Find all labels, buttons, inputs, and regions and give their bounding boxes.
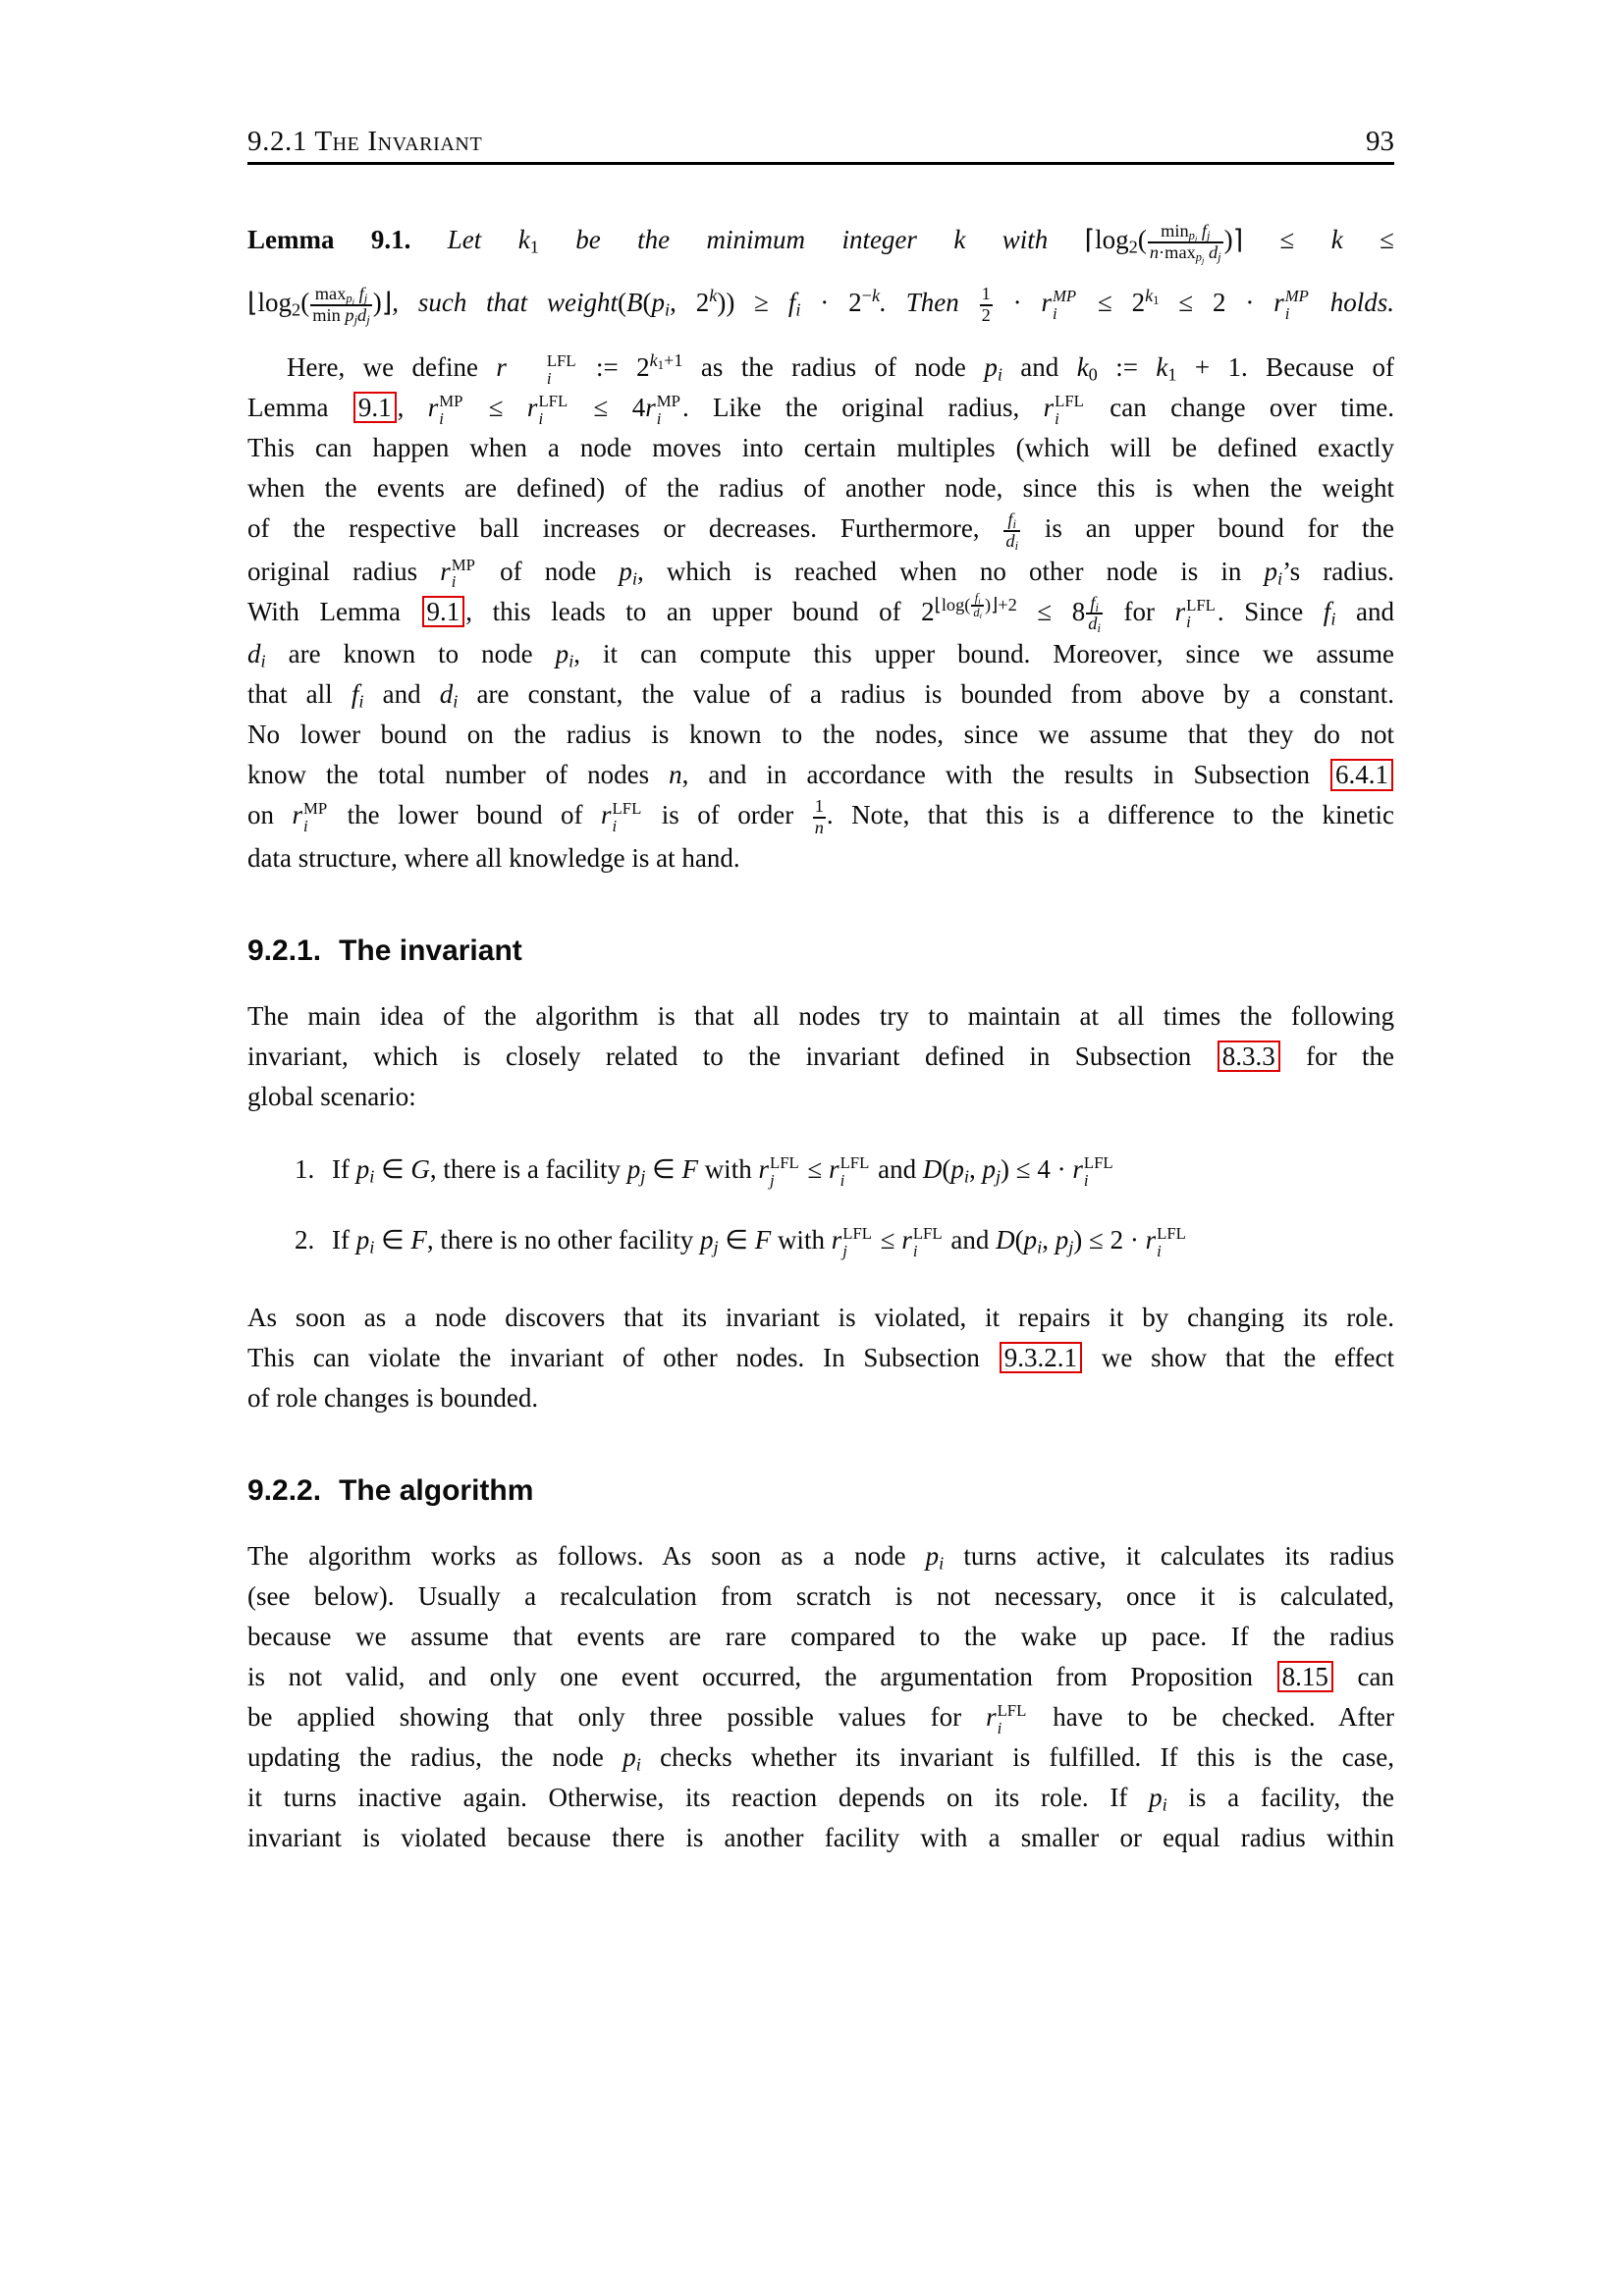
math-subscript [369, 1237, 374, 1256]
text-run: p [555, 639, 569, 669]
math-supsub [1186, 597, 1216, 631]
text-run: i [1055, 408, 1059, 428]
supsub-superscript: LFL [1186, 595, 1216, 614]
math-subscript: pj [1195, 249, 1205, 266]
paragraph [247, 1536, 1394, 1858]
math-supsub [538, 393, 568, 427]
text-run: i [631, 568, 637, 589]
section-ref-link[interactable]: 9.3.2.1 [1000, 1342, 1082, 1373]
list-item: 1. If $p_i$ ∈ G, there is a facility $p_j$ ∈ F with r LFL j ≤ r LFL i and $D(p_i$, $p_j) \le 4 \cdot r$ LFL i [247, 1147, 1394, 1192]
math-subscript [1068, 1237, 1073, 1256]
math-supsub [303, 800, 327, 834]
text-run: r [986, 1701, 997, 1732]
text-run: p [1055, 1224, 1069, 1255]
math-subscript: j [366, 312, 370, 327]
paragraph [247, 347, 1394, 879]
text-run: 1 [981, 283, 991, 303]
text-run: k [649, 349, 658, 370]
text-line: updating the radius, the node $p_i$ checks whether its invariant is fulfilled. If this is the case, [247, 1741, 1394, 1775]
math-superscript: ⌊log( fi di )⌋+2 [934, 590, 1017, 621]
text-run: i [260, 651, 266, 671]
text-run: ≤ 2 [1078, 288, 1146, 317]
math-supsub [840, 1154, 870, 1189]
math-supsub [1084, 1154, 1113, 1189]
math-subscript [1163, 1794, 1167, 1814]
text-run: r [440, 556, 451, 586]
text-line: on r MP i the lower bound of r LFL i is of order $\frac{1}{n}$ . Note, that this is a difference to the kinetic [247, 796, 1395, 838]
supsub-subscript: i [1284, 303, 1290, 323]
text-run: i [978, 595, 981, 606]
text-run: d [973, 606, 980, 620]
math-superscript: k1 [1145, 285, 1160, 308]
math-subscript [530, 238, 539, 257]
fraction-numerator: 1 [814, 796, 824, 817]
text-run: f [1007, 508, 1013, 529]
text-run: i [1162, 1794, 1167, 1815]
math-subscript [1037, 1237, 1042, 1256]
text-run: p [626, 1153, 641, 1184]
text-run: r [1174, 596, 1186, 626]
text-run: i [453, 691, 459, 712]
text-run: p [950, 1153, 964, 1184]
math-subscript: pj [346, 292, 354, 307]
text-run: i [358, 691, 364, 712]
supsub-subscript: i [1052, 303, 1057, 323]
text-line: data structure, where all knowledge is at hand. [247, 842, 740, 873]
supsub-superscript: LFL [842, 1224, 872, 1244]
text-line: of the respective ball increases or decreases. Furthermore, $\frac{f_i}{d_i}$ is an upper bound for the [247, 508, 1394, 553]
text-run: i [997, 1718, 1002, 1737]
math-subscript [640, 1166, 645, 1186]
supsub-subscript [1186, 614, 1191, 631]
text-run: i [939, 1553, 945, 1574]
section-heading [247, 934, 1394, 969]
text-run: ( [300, 288, 310, 317]
text-run: r [1145, 1224, 1157, 1255]
text-run: )⌉ [1223, 225, 1244, 254]
text-line: This can violate the invariant of other nodes. In Subsection 9.3.2.1 we show that the effect [247, 1342, 1394, 1372]
text-line: invariant, which is closely related to the invariant defined in Subsection 8.3.3 for the [247, 1041, 1394, 1071]
math-fraction [310, 285, 371, 326]
text-run: p [619, 556, 632, 586]
text-run: i [439, 408, 444, 428]
math-supsub [842, 1225, 872, 1259]
text-run: min [312, 304, 346, 325]
fraction-numerator [1005, 510, 1018, 530]
supsub-superscript: LFL [997, 1701, 1027, 1721]
supsub-superscript: MP [1052, 287, 1077, 306]
supsub-superscript: LFL [538, 392, 568, 411]
text-run: d [1005, 530, 1015, 551]
text-line: global scenario: [247, 1081, 416, 1111]
supsub-superscript: LFL [769, 1153, 799, 1173]
supsub-subscript [1055, 410, 1059, 428]
text-run: i [1186, 613, 1191, 632]
text-line: know the total number of nodes n, and in accordance with the results in Subsection 6.4.1 [247, 755, 1394, 795]
supsub-subscript [439, 410, 444, 428]
item-number: 2. [295, 1224, 315, 1255]
running-header-title: 9.2.1 The Invariant [247, 126, 483, 157]
math-supsub [770, 1154, 799, 1189]
text-run: j [713, 1237, 719, 1257]
invariant-list [247, 1147, 1394, 1262]
math-subscript [453, 692, 458, 712]
text-run: i [303, 817, 308, 836]
text-run: p [355, 1153, 370, 1184]
supsub-superscript: LFL [1055, 392, 1084, 411]
text-run: i [1012, 517, 1016, 532]
math-subscript [632, 568, 637, 588]
text-run: j [769, 1170, 775, 1190]
text-run: 2 [1128, 237, 1138, 257]
text-run: p [1149, 1782, 1163, 1812]
text-run: i [546, 368, 552, 388]
text-run: 1 [1153, 294, 1160, 308]
heading-number: 9.2.1. [247, 934, 322, 967]
text-run: k [1156, 352, 1168, 382]
math-supsub [657, 393, 680, 427]
fraction-denominator [813, 817, 826, 838]
text-run: r [601, 800, 612, 830]
math-supsub [998, 1702, 1027, 1736]
text-line: be applied showing that only three possible values for r LFL i have to be checked. After [247, 1701, 1395, 1737]
text-run: j [995, 1166, 1001, 1187]
text-run: 1 [529, 237, 539, 257]
math-subscript [369, 1166, 374, 1186]
supsub-superscript: LFL [912, 1224, 943, 1244]
text-run: i [839, 1170, 845, 1190]
supsub-superscript: LFL [839, 1153, 870, 1173]
fraction-numerator [1088, 594, 1101, 614]
math-subscript [1015, 539, 1018, 553]
text-run: i [568, 651, 574, 671]
math-subscript [980, 611, 982, 620]
math-subscript: pj [1188, 229, 1198, 244]
math-subscript: j [1218, 249, 1221, 264]
text-run: ⌊log [247, 288, 293, 317]
math-supsub [1055, 393, 1084, 427]
text-run: D [922, 1153, 943, 1184]
text-run: i [1277, 568, 1283, 589]
text-run: ⌈log [1084, 225, 1129, 254]
math-subscript [939, 1553, 944, 1573]
math-subscript [568, 652, 573, 671]
text-run: i [1157, 1241, 1162, 1260]
math-subscript [292, 300, 300, 320]
text-run: r [496, 352, 507, 382]
text-run: i [1097, 621, 1101, 636]
text-run: F [681, 1153, 698, 1184]
text-run: i [1083, 1170, 1089, 1190]
supsub-subscript [657, 410, 662, 428]
text-line: invariant is violated because there is another facility with a smaller or equal radius within [247, 1822, 1394, 1852]
math-subscript [1277, 568, 1282, 588]
math-subscript: j [352, 296, 354, 307]
math-subscript: 1 [1167, 364, 1177, 385]
math-subscript [996, 1166, 1001, 1186]
math-fraction [813, 797, 826, 838]
math-supsub [452, 557, 475, 591]
supsub-superscript: MP [303, 799, 328, 819]
header-rule [247, 162, 1394, 165]
text-run: i [451, 572, 457, 592]
math-supsub [1053, 288, 1076, 322]
text-line: $d_i$ are known to node $p_i$, it can compute this upper bound. Moreover, since we assume [247, 639, 1394, 671]
text-run: d [247, 639, 261, 669]
text-run: i [997, 364, 1002, 385]
supsub-superscript: LFL [546, 351, 576, 371]
math-subscript: i [795, 299, 801, 320]
supsub-subscript [842, 1243, 847, 1260]
text-line: it turns inactive again. Otherwise, its reaction depends on its role. If $p_i$ is a facility, the [247, 1782, 1394, 1815]
text-run: f [1323, 596, 1331, 626]
math-supsub [613, 800, 642, 834]
text-run: p [355, 1224, 370, 1255]
text-run: · 2 [800, 288, 862, 317]
math-subscript [636, 1754, 641, 1774]
text-run: 2 [981, 304, 991, 325]
text-line: of role changes is bounded. [247, 1382, 539, 1413]
math-subscript: i [665, 299, 671, 320]
supsub-subscript [538, 410, 543, 428]
section-ref-link[interactable]: 9.1 [353, 392, 397, 423]
text-run: 2 [292, 299, 301, 320]
text-run: d [1088, 614, 1098, 634]
lemma-block [247, 208, 1394, 334]
text-run: r [1072, 1153, 1083, 1184]
supsub-superscript: LFL [1157, 1224, 1186, 1244]
page-body [247, 208, 1394, 1858]
math-supsub [1285, 288, 1309, 322]
math-subscript [714, 1237, 719, 1256]
text-run: i [912, 1241, 918, 1260]
text-run: f [351, 679, 359, 710]
fraction-numerator: $\min_{p_j} f_j$ [1161, 220, 1211, 244]
math-fraction [980, 285, 993, 326]
text-run: max [314, 283, 347, 303]
math-fraction [1003, 510, 1020, 552]
math-fraction [1148, 220, 1223, 266]
heading-title: The invariant [339, 934, 522, 967]
text-run: )) [717, 288, 735, 317]
supsub-subscript [508, 370, 552, 388]
text-run: r [645, 393, 656, 422]
text-run: p [1264, 556, 1277, 586]
text-line: Lemma 9.1. Let $k_1$ be the minimum integer k with $⌈\log_2$( $\frac{\min_{p_j} f_j}{n\cdot\max_{p_j} d_j}$ )⌉ ≤ k ≤ [247, 220, 1394, 266]
text-line: $⌊\log_2$( $\frac{\max_{p_j} f_j}{\min p_jd_j}$ )⌋, such that $weight(B(p_i$, $2^k)) \ge f_i \cdot 2^{-k}$. Then $\frac{1}{2}$ · r MP i ≤ $2^{k_1} \le 2 \cdot r$ MP i holds. [247, 283, 1394, 327]
math-superscript: k [709, 285, 718, 305]
text-run: j [1068, 1237, 1074, 1257]
math-subscript: j [353, 312, 358, 327]
text-run: F [410, 1224, 427, 1255]
text-run: i [1014, 538, 1019, 553]
text-run: ( [642, 288, 652, 317]
math-subscript: 1 [657, 358, 664, 373]
text-run: r [901, 1224, 912, 1255]
math-fraction [1086, 594, 1103, 635]
text-line: As soon as a node discovers that its invariant is violated, it repairs it by changing its role. [247, 1302, 1394, 1332]
paragraph [247, 1298, 1394, 1418]
section-heading [247, 1473, 1394, 1509]
text-line: is not valid, and only one event occurred, the argumentation from Proposition 8.15 can [247, 1661, 1395, 1691]
text-line: Lemma 9.1 , r MP i ≤ r LFL i ≤ 4r MP i . Like the original radius, r LFL i can change over time. [247, 392, 1394, 428]
supsub-superscript: MP [656, 392, 680, 411]
text-run: r [1043, 393, 1055, 422]
text-run: f [974, 590, 979, 605]
math-subscript [261, 652, 266, 671]
text-run: n [669, 760, 682, 790]
text-run: ≤ 2 · [1159, 288, 1274, 317]
text-run: n [814, 818, 824, 838]
text-run: r [427, 393, 439, 422]
supsub-subscript [1084, 1172, 1089, 1190]
math-supsub [508, 352, 576, 387]
fraction-denominator [1086, 613, 1103, 634]
text-run: p [925, 1540, 940, 1571]
math-subscript [1330, 609, 1335, 628]
supsub-subscript [452, 573, 457, 591]
text-run: ( [1137, 225, 1147, 254]
supsub-subscript [770, 1172, 775, 1190]
math-subscript [964, 1166, 969, 1186]
math-subscript [998, 365, 1002, 385]
text-run: j [640, 1166, 646, 1187]
text-run: j [842, 1241, 847, 1260]
text-run: r [831, 1224, 842, 1255]
text-run: i [1037, 1237, 1043, 1257]
list-item: 2. If $p_i$ ∈ F, there is no other facility $p_j$ ∈ F with r LFL j ≤ r LFL i and $D(p_i$, $p_j) \le 2 \cdot r$ LFL i [247, 1217, 1394, 1262]
math-subscript: j [1206, 229, 1211, 243]
text-run: i [1095, 600, 1099, 614]
text-line: because we assume that events are rare compared to the wake up pace. If the radius [247, 1621, 1394, 1651]
text-run: i [963, 1166, 969, 1187]
text-run: i [538, 408, 544, 428]
text-line: Here, we define r LFL i := $2^{k_1+1}$ as the radius of node $p_i$ and $k_0$ := $k_1 + 1$. Because of [287, 349, 1395, 388]
text-run: i [369, 1237, 375, 1257]
text-run: − [861, 285, 872, 305]
text-line: The main idea of the algorithm is that all nodes try to maintain at all times the following [247, 1000, 1394, 1031]
section-ref-link[interactable]: 9.1 [422, 596, 465, 627]
text-line: No lower bound on the radius is known to the nodes, since we assume that they do not [247, 720, 1394, 750]
math-fraction [971, 592, 984, 620]
fraction-numerator [973, 592, 983, 605]
page-number: 93 [1366, 126, 1394, 157]
running-header [247, 0, 1394, 158]
text-line: original radius r MP i of node $p_i$, which is reached when no other node is in $p_i’s$ radius. [247, 555, 1394, 592]
text-run: ≥ [734, 288, 788, 317]
fraction-numerator: $\max_{p_j} f_j$ [314, 283, 368, 307]
text-run: r [829, 1153, 839, 1184]
text-run: p [700, 1224, 714, 1255]
text-run: ≤ [1243, 225, 1331, 254]
text-column [247, 0, 1394, 1858]
text-run: i [979, 611, 982, 621]
text-run: i [369, 1166, 375, 1187]
math-subscript [1129, 238, 1138, 257]
text-run: i [612, 817, 618, 836]
text-run: F [754, 1224, 772, 1255]
math-superscript: k1+1 [649, 349, 683, 373]
math-subscript: j [1194, 234, 1198, 244]
fraction-denominator [980, 304, 993, 326]
math-supsub [913, 1225, 943, 1259]
item-number: 1. [295, 1153, 315, 1184]
text-run: r [526, 393, 538, 422]
text-run: f [1090, 592, 1096, 613]
math-superscript: −k [861, 285, 881, 305]
section-ref-link[interactable]: 6.4.1 [1330, 759, 1393, 790]
text-run: Lemma 9.1. [247, 225, 411, 254]
math-subscript: j [1202, 255, 1205, 266]
supsub-superscript: MP [439, 392, 463, 411]
supsub-subscript [913, 1243, 918, 1260]
text-run: k [1076, 352, 1089, 382]
fraction-denominator [971, 605, 984, 619]
text-run: · [993, 288, 1042, 317]
supsub-superscript: LFL [612, 799, 642, 819]
text-run: d [439, 679, 454, 710]
text-run: ≤ [1342, 225, 1394, 254]
supsub-superscript: LFL [1083, 1153, 1113, 1173]
text-line: (see below). Usually a recalculation from scratch is not necessary, once it is calculated, [247, 1580, 1394, 1611]
supsub-subscript [1157, 1243, 1162, 1260]
supsub-superscript: MP [1284, 287, 1309, 306]
heading-number: 9.2.2. [247, 1473, 322, 1507]
math-supsub [439, 393, 462, 427]
text-run: i [1330, 609, 1336, 629]
fraction-denominator: $\min p_jd_j$ [312, 304, 370, 327]
math-supsub [1157, 1225, 1186, 1259]
text-run: , 2 [670, 288, 710, 317]
text-run: r [292, 800, 302, 830]
text-run: D [996, 1224, 1015, 1255]
math-subscript: 0 [1088, 364, 1098, 385]
text-line: With Lemma 9.1 , this leads to an upper bound of $2^{⌊log( \frac{f_i}{d_i} )⌋+2} \le 8$ $\frac{f_i}{d_i}$ for r LFL i . Since $f_i$ and [247, 590, 1394, 636]
section-ref-link[interactable]: 8.15 [1277, 1661, 1333, 1692]
supsub-subscript [303, 818, 308, 835]
supsub-subscript [998, 1720, 1002, 1737]
text-run: r [758, 1153, 769, 1184]
fraction-denominator: $n\cdot\max_{p_j}$ $d_j$ [1149, 241, 1221, 266]
text-run: p [984, 352, 998, 382]
text-line: when the events are defined) of the radius of another node, since this is when the weight [247, 473, 1394, 503]
math-subscript: j [363, 292, 368, 306]
math-subscript [358, 692, 363, 712]
text-run: )⌋ [372, 288, 393, 317]
text-line: The algorithm works as follows. As soon as a node $p_i$ turns active, it calculates its radius [247, 1540, 1394, 1574]
paragraph [247, 996, 1394, 1117]
text-run: ( [618, 288, 626, 317]
text-run: ·max [1159, 241, 1196, 262]
text-line: that all $f_i$ and $d_i$ are constant, the value of a radius is bounded from above by a constant. [247, 679, 1394, 712]
text-run: p [1023, 1224, 1038, 1255]
supsub-subscript [840, 1172, 845, 1190]
text-run: min [1161, 220, 1189, 240]
text-line: This can happen when a node moves into certain multiples (which will be defined exactly [247, 433, 1394, 462]
supsub-superscript: MP [451, 555, 475, 574]
fraction-denominator [1003, 530, 1020, 552]
text-run: G [410, 1153, 430, 1184]
fraction-numerator [980, 285, 993, 304]
text-run: i [635, 1754, 641, 1775]
section-ref-link[interactable]: 8.3.3 [1218, 1041, 1280, 1072]
text-run: i [656, 408, 662, 428]
text-run: p [982, 1153, 996, 1184]
heading-title: The algorithm [339, 1473, 534, 1507]
text-run: p [623, 1741, 636, 1772]
supsub-subscript [613, 818, 618, 835]
